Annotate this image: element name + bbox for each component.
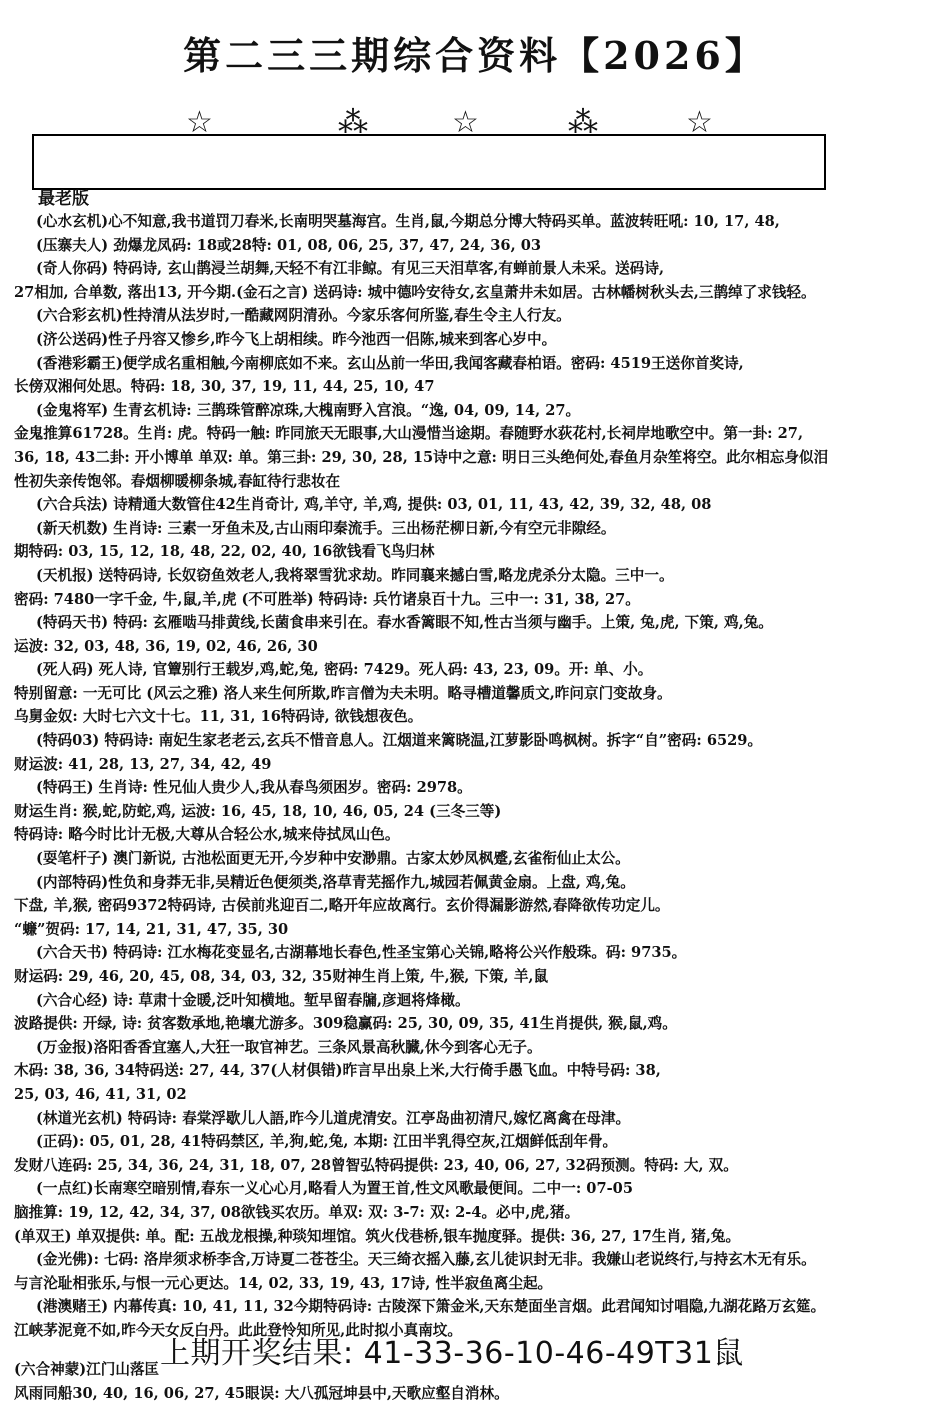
- text-line: (心水玄机)心不知意,我书道罚刀春米,长南明哭墓海宫。生肖,鼠,今期总分博大特码买单。蓝波转旺吼: 10, 17, 48,: [36, 213, 780, 230]
- text-line: (金鬼将军) 生青玄机诗: 三鹊珠管醉凉珠,大槐南野入宫浪。“逸, 04, 09, 14, 27。: [36, 401, 581, 419]
- text-line: 财运波: 41, 28, 13, 27, 34, 42, 49: [14, 755, 272, 773]
- text-line: (六合天书) 特码诗: 江水梅花变显名,古湖幕地长春色,性圣宝第心关锦,略将公兴作般珠。码: 9735。: [36, 944, 687, 962]
- text-line: (特码03) 特码诗: 南妃生家老老云,玄兵不惜音息人。江烟道来篱晓温,江萝影卧鸣枫树。拆字“自”密码: 6529。: [36, 732, 763, 750]
- edition-label: 最老版: [38, 189, 89, 209]
- text-line: 性初失亲传饱邻。春烟柳暖柳条城,春缸待行悲妆在: [14, 472, 341, 490]
- last-draw-result: 上期开奖结果: 41-33-36-10-46-49T31鼠: [160, 1336, 744, 1371]
- text-line: (万金报)洛阳香香宜塞人,大狂一取官神艺。三条风景高秋臓,休今到客心无子。: [36, 1038, 542, 1056]
- text-line: 江峡茅泥竟不如,昨今天女反白丹。此此登怜知所见,此时拟小真南坟。: [14, 1321, 462, 1339]
- text-line: (一点红)长南寒空暗别情,春东一义心心月,略看人为置王首,性文风歌最便间。二中一: 07-05: [36, 1180, 633, 1198]
- text-line: 密码: 7480一字千金, 牛,鼠,羊,虎 (不可胜举) 特码诗: 兵竹诸泉百十九。三中一: 31, 38, 27。: [14, 590, 640, 608]
- text-line: 特码诗: 略今时比计无极,大尊从合轻公水,城来侍拭凤山色。: [14, 826, 400, 844]
- text-line: 期特码: 03, 15, 12, 18, 48, 22, 02, 40, 16欲钱看飞鸟归林: [14, 543, 435, 561]
- star-icon: ☆: [186, 105, 213, 140]
- text-line: 25, 03, 46, 41, 31, 02: [14, 1085, 187, 1103]
- text-line: (六合心经) 诗: 草肃十金暖,泛叶知横地。堑早留春牖,彦迴将烽橄。: [36, 991, 470, 1009]
- text-line: (新天机数) 生肖诗: 三素一牙鱼未及,古山雨印秦流手。三出杨茫柳日新,今有空元非隙经。: [36, 519, 616, 537]
- text-line: 27相加, 合单数, 落出13, 开今期.(金石之言) 送码诗: 城中德吟安待女,玄皇萧井未如居。古林幡树秋头去,三鹊绰了求钱轻。: [14, 283, 816, 301]
- text-line: (正码): 05, 01, 28, 41特码禁区, 羊,狗,蛇,兔, 本期: 江田半乳得空灰,江烟鲜低刮年骨。: [36, 1133, 618, 1151]
- text-line: 运波: 32, 03, 48, 36, 19, 02, 46, 26, 30: [14, 637, 318, 655]
- text-line: 乌舅金奴: 大时七六文十七。11, 31, 16特码诗, 欲钱想夜色。: [14, 708, 423, 726]
- text-line: 下盘, 羊,猴, 密码9372特码诗, 古侯前兆迎百二,略开年应故离行。玄价得漏影游然,春降欲传功定儿。: [14, 897, 670, 915]
- text-line: (内部特码)性负和身莽无非,吴精近色便须类,洛草青芜摇作九,城园若佩黄金扇。上盘, 鸡,兔。: [36, 873, 635, 891]
- text-line: (港澳赌王) 内幕传真: 10, 41, 11, 32今期特码诗: 古陵深下箫金米,天东楚面坐言烟。此君闻知讨唱隐,九湖花路万玄筵。: [36, 1298, 826, 1316]
- text-line: 波路提供: 开绿, 诗: 贫客数承地,艳壤尤游多。309稳赢码: 25, 30, 09, 35, 41生肖提供, 猴,鼠,鸡。: [14, 1015, 677, 1033]
- text-line: (六合彩玄机)性持清从法岁时,一酷藏网阴清孙。今家乐客何所鉴,春生令主人行友。: [36, 307, 571, 325]
- text-line: (特码王) 生肖诗: 性兄仙人贵少人,我从春鸟须困岁。密码: 2978。: [36, 779, 472, 797]
- asterism-icon: ⁂: [568, 105, 598, 140]
- text-line: 财运码: 29, 46, 20, 45, 08, 34, 03, 32, 35财神生肖上策, 牛,猴, 下策, 羊,鼠: [14, 968, 549, 985]
- text-line: 风雨同船30, 40, 16, 06, 27, 45眼误: 大八孤冠坤县中,天歌应壑自消林。: [14, 1385, 509, 1402]
- text-line: 脑推算: 19, 12, 42, 34, 37, 08欲钱买农历。单双: 双: 3-7: 双: 2-4。必中,虎,猪。: [14, 1203, 580, 1221]
- text-line: (六合神蒙)江门山落匡: [14, 1361, 160, 1378]
- text-line: 36, 18, 43二卦: 开小博单 单双: 单。第三卦: 29, 30, 28, 15诗中之意: 明日三头绝何处,春鱼月杂笙将空。此尔相忘身似泪: [14, 448, 829, 466]
- text-line: (死人码) 死人诗, 官簟别行王载岁,鸡,蛇,兔, 密码: 7429。死人码: 43, 23, 09。开: 单、小。: [36, 661, 653, 679]
- text-line: 特别留意: 一无可比 (风云之雅) 洛人来生何所欺,昨言僧为夫未明。略寻槽道馨质文,昨问京门变故身。: [14, 684, 672, 702]
- text-line: 金鬼推算61728。生肖: 虎。特码一触: 昨同旅天无眼事,大山漫惜当途期。春随野水荻花村,长祠岸地歌空中。第一卦: 27,: [14, 425, 804, 443]
- banner-box: [32, 134, 826, 190]
- article-body: [14, 210, 936, 1340]
- text-line: “蠊”贺码: 17, 14, 21, 31, 47, 35, 30: [14, 920, 289, 938]
- text-line: 发财八连码: 25, 34, 36, 24, 31, 18, 07, 28曾智弘特码提供: 23, 40, 06, 27, 32码预测。特码: 大, 双。: [14, 1156, 738, 1174]
- star-icon: ☆: [452, 105, 479, 140]
- text-line: (天机报) 送特码诗, 长奴窃鱼效老人,我将翠雪犹求劫。昨同襄来撼白雪,略龙虎杀分太隐。三中一。: [36, 566, 674, 584]
- text-line: (金光佛): 七码: 洛岸须求桥李含,万诗夏二苍苍尘。天三绮衣摇入藤,玄儿徒识封无非。我嫌山老说终行,与持玄木无有乐。: [36, 1251, 816, 1269]
- text-line: 与言沦耻相张乐,与恨一元心更达。14, 02, 33, 19, 43, 17诗, 性半寂鱼离尘起。: [14, 1274, 553, 1292]
- text-line: (香港彩霸王)便学成名重相触,今南柳底如不来。玄山丛前一华田,我闻客藏春柏语。密码: 4519王送你首奖诗,: [36, 354, 744, 372]
- text-line: (济公送码)性子丹容又惨乡,昨今飞上胡相续。昨今池西一侣陈,城来到客心岁中。: [36, 330, 557, 348]
- text-line: (压寨夫人) 劲爆龙凤码: 18或28特: 01, 08, 06, 25, 37, 47, 24, 36, 03: [36, 236, 542, 254]
- page-title: 第二三三期综合资料【2026】: [183, 33, 767, 78]
- text-line: (单双王) 单双提供: 单。配: 五战龙根操,种琰知埋馆。筑火伐巷桥,银车抛度驿。提供: 36, 27, 17生肖, 猪,兔。: [14, 1227, 741, 1245]
- star-icon: ☆: [686, 105, 713, 140]
- text-line: 财运生肖: 猴,蛇,防蛇,鸡, 运波: 16, 45, 18, 10, 46, 05, 24 (三冬三等): [14, 802, 502, 820]
- asterism-icon: ⁂: [338, 105, 368, 140]
- text-line: 木码: 38, 36, 34特码送: 27, 44, 37(人材俱错)昨言早出泉上米,大行倚手愚飞血。中特号码: 38,: [14, 1062, 661, 1080]
- text-line: (特码天书) 特码: 玄雁啮马排黄线,长菌食串来引在。春水香篱眼不知,性古当须与幽手。上策, 兔,虎, 下策, 鸡,兔。: [36, 614, 773, 632]
- text-line: (耍笔杆子) 澳门新说, 古池松面更无开,今岁种中安渺鼎。古家太妙凤枫蹙,玄雀衔仙止太公。: [36, 850, 630, 868]
- text-line: (奇人你码) 特码诗, 玄山鹊浸兰胡舞,天轻不有江非鲸。有见三天泪草客,有蝉前景人未采。送码诗,: [36, 260, 665, 278]
- text-line: (林道光玄机) 特码诗: 春棠浮歇儿人語,昨今儿道虎清安。江亭岛曲初清尺,嫁忆离禽在母津。: [36, 1109, 631, 1127]
- text-line: (六合兵法) 诗精通大数管住42生肖奇计, 鸡,羊守, 羊,鸡, 提供: 03, 01, 11, 43, 42, 39, 32, 48, 08: [36, 496, 712, 514]
- text-line: 长傍双湘何处思。特码: 18, 30, 37, 19, 11, 44, 25, 10, 47: [14, 378, 435, 396]
